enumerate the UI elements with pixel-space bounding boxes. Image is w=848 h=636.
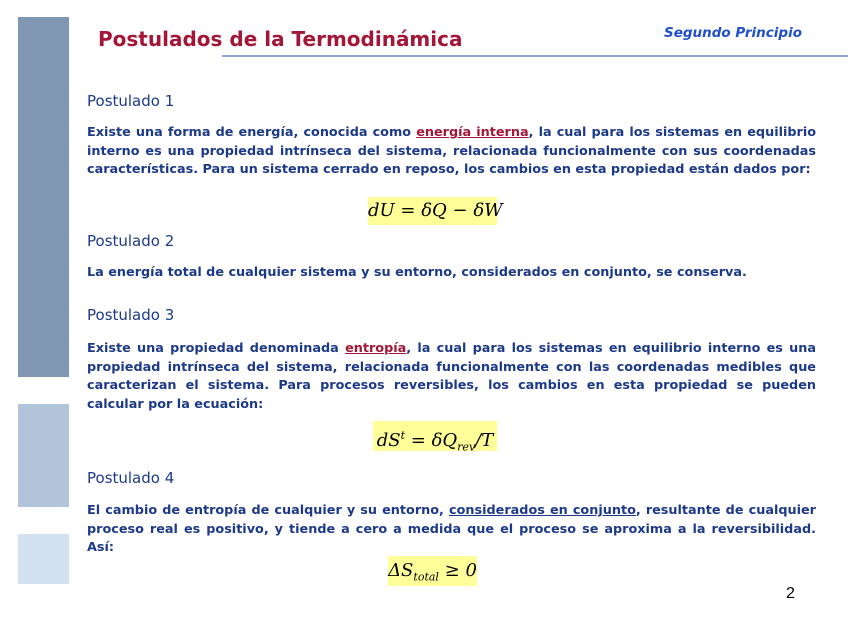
postulate-1-text: [87, 124, 816, 180]
postulate-4-text-part: , resultante de cualquier proceso real es positivo, y tiende a cero a medida que el proceso se aproxima a la reversibilidad. Así:: [87, 503, 816, 556]
postulate-2-text: La energía total de cualquier sistema y su entorno, considerados en conjunto, se conserva.: [87, 265, 747, 280]
postulate-3-heading: Postulado 3: [87, 306, 175, 324]
postulate-4-text-part: El cambio de entropía de cualquier y su entorno,: [87, 503, 450, 518]
equation-first-law: dU = δQ − δW: [368, 197, 497, 225]
postulate-1-heading: Postulado 1: [87, 92, 175, 110]
slide-title: Postulados de la Termodinámica: [98, 27, 463, 51]
page-number: 2: [786, 585, 795, 602]
postulate-1-text-part: Existe una forma de energía, conocida como: [87, 125, 417, 140]
postulate-4-text: [87, 502, 816, 558]
eq-sup: t: [400, 429, 406, 442]
eq-sub: total: [413, 570, 439, 584]
eq-part: = δQ: [405, 430, 458, 451]
postulate-3-text: [87, 340, 816, 415]
header-divider: [222, 55, 848, 57]
eq-part: ≥ 0: [438, 560, 477, 581]
equation-entropy-total: [388, 556, 477, 586]
postulate-1-text-part: , la cual para los sistemas en equilibrio interno es una propiedad intrínseca del sistema, relacionada funcionalmente con sus coordenadas características. Para un sistema cerrado en reposo, los cambios en esta propiedad están dados por:: [87, 125, 816, 178]
postulate-3-text-part: , la cual para los sistemas en equilibrio interno es una propiedad intrínseca del sistema, relacionada funcionalmente con las coordenadas medibles que caracterizan el sistema. Para procesos reversibles, los cambios en esta propiedad se pueden calcular por la ecuación:: [87, 341, 816, 413]
decorative-bar-bottom: [18, 534, 69, 584]
eq-sub: rev: [457, 440, 476, 454]
entropia-term: entropía: [345, 341, 407, 356]
postulate-4-heading: Postulado 4: [87, 469, 175, 487]
considerados-en-conjunto-term: considerados en conjunto: [449, 503, 636, 518]
energia-interna-term: energía interna: [416, 125, 529, 140]
eq-part: /T: [475, 430, 494, 451]
equation-entropy-reversible: [373, 421, 497, 454]
postulate-3-text-part: Existe una propiedad denominada: [87, 341, 346, 356]
decorative-bar-top: [18, 17, 69, 377]
slide-subtitle: Segundo Principio: [664, 25, 802, 41]
postulate-2-heading: Postulado 2: [87, 232, 175, 250]
eq-part: ΔS: [388, 560, 414, 581]
decorative-bar-middle: [18, 404, 69, 507]
eq-part: dS: [376, 430, 401, 451]
